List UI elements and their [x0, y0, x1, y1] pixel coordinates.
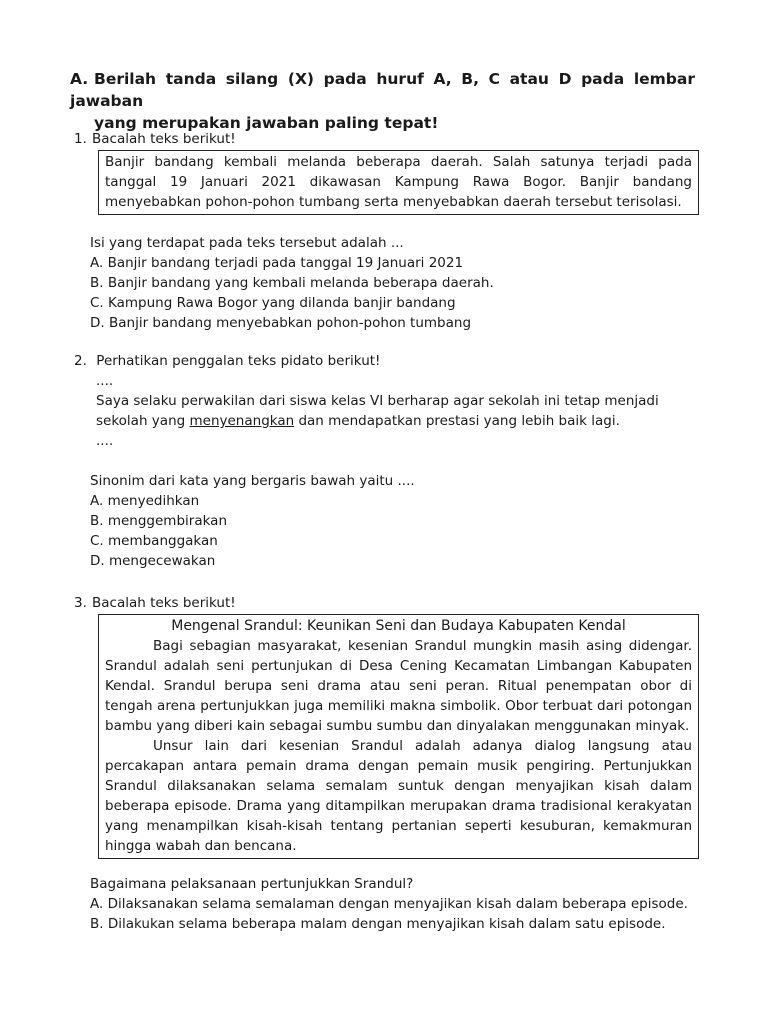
- question-3-number: 3.: [74, 595, 87, 611]
- instruction-line-1: [70, 68, 695, 112]
- question-1: [74, 129, 699, 333]
- speech-line-1: Saya selaku perwakilan dari siswa kelas VI berharap agar sekolah ini tetap menjadi: [96, 393, 659, 409]
- speech-ellipsis-bottom: ....: [96, 433, 114, 449]
- speech-ellipsis-top: ....: [96, 373, 114, 389]
- question-3: [74, 593, 699, 934]
- instruction-text-1: Berilah tanda silang (X) pada huruf A, B, C atau D pada lembar jawaban: [70, 70, 695, 110]
- passage-title: Mengenal Srandul: Keunikan Seni dan Budaya Kabupaten Kendal: [171, 618, 626, 634]
- question-1-option-c: C. Kampung Rawa Bogor yang dilanda banjir bandang: [90, 295, 456, 311]
- question-1-header: [74, 129, 699, 149]
- section-label: A.: [70, 70, 89, 88]
- question-1-passage: Banjir bandang kembali melanda beberapa daerah. Salah satunya terjadi pada tanggal 19 Januari 2021 dikawasan Kampung Rawa Bogor. Banjir bandang menyebabkan pohon-pohon tumbang serta menyebabkan daerah tersebut terisolasi.: [105, 154, 692, 210]
- question-2-question: Sinonim dari kata yang bergaris bawah yaitu ....: [90, 473, 415, 489]
- question-3-header: [74, 593, 699, 613]
- question-3-prompt: Bacalah teks berikut!: [92, 595, 236, 611]
- question-1-question: Isi yang terdapat pada teks tersebut adalah ...: [90, 235, 404, 251]
- question-1-option-b: B. Banjir bandang yang kembali melanda beberapa daerah.: [90, 275, 494, 291]
- section-instruction: [70, 68, 695, 134]
- question-2-number: 2.: [74, 353, 87, 369]
- question-2-speech: [96, 371, 699, 451]
- question-2-prompt: Perhatikan penggalan teks pidato berikut!: [96, 353, 381, 369]
- speech-line-2: [96, 411, 699, 431]
- question-1-body: [90, 233, 699, 333]
- question-3-option-b: B. Dilakukan selama beberapa malam dengan menyajikan kisah dalam satu episode.: [90, 916, 666, 932]
- question-2-option-d: D. mengecewakan: [90, 553, 216, 569]
- question-2-header: [74, 351, 699, 371]
- question-2-option-a: A. menyedihkan: [90, 493, 200, 509]
- question-3-option-a: A. Dilaksanakan selama semalaman dengan menyajikan kisah dalam beberapa episode.: [90, 896, 688, 912]
- question-1-number: 1.: [74, 131, 87, 147]
- question-3-question: Bagaimana pelaksanaan pertunjukkan Srandul?: [90, 876, 414, 892]
- question-1-prompt: Bacalah teks berikut!: [92, 131, 236, 147]
- question-2: [74, 351, 699, 571]
- speech-pre: sekolah yang: [96, 413, 190, 429]
- speech-post: dan mendapatkan prestasi yang lebih baik lagi.: [294, 413, 620, 429]
- passage-paragraph-1: Bagi sebagian masyarakat, kesenian Srandul mungkin masih asing didengar. Srandul adalah seni pertunjukan di Desa Cening Kecamatan Limbangan Kabupaten Kendal. Srandul berupa seni drama atau seni peran. Ritual penempatan obor di tengah arena pertunjukkan juga memiliki makna simbolik. Obor terbuat dari potongan bambu yang diberi kain sebagai sumbu sumbu dan dinyalakan menggunakan minyak.: [105, 638, 692, 734]
- question-3-passage-box: [98, 614, 699, 859]
- question-1-passage-box: [98, 150, 699, 215]
- question-1-option-a: A. Banjir bandang terjadi pada tanggal 19 Januari 2021: [90, 255, 464, 271]
- question-1-option-d: D. Banjir bandang menyebabkan pohon-pohon tumbang: [90, 315, 472, 331]
- question-3-body: [90, 874, 699, 934]
- question-2-option-b: B. menggembirakan: [90, 513, 228, 529]
- instruction-line-2: yang merupakan jawaban paling tepat!: [94, 114, 439, 132]
- question-2-body: [90, 471, 699, 571]
- passage-paragraph-2: Unsur lain dari kesenian Srandul adalah adanya dialog langsung atau percakapan antara pemain drama dengan pemain musik pengiring. Pertunjukkan Srandul dilaksanakan selama semalam suntuk dengan menyajikan kisah dalam beberapa episode. Drama yang ditampilkan merupakan drama tradisional kerakyatan yang menampilkan kisah-kisah tentang pertanian seperti kesuburan, kemakmuran hingga wabah dan bencana.: [105, 738, 692, 854]
- question-2-option-c: C. membanggakan: [90, 533, 218, 549]
- underlined-word: menyenangkan: [189, 413, 295, 429]
